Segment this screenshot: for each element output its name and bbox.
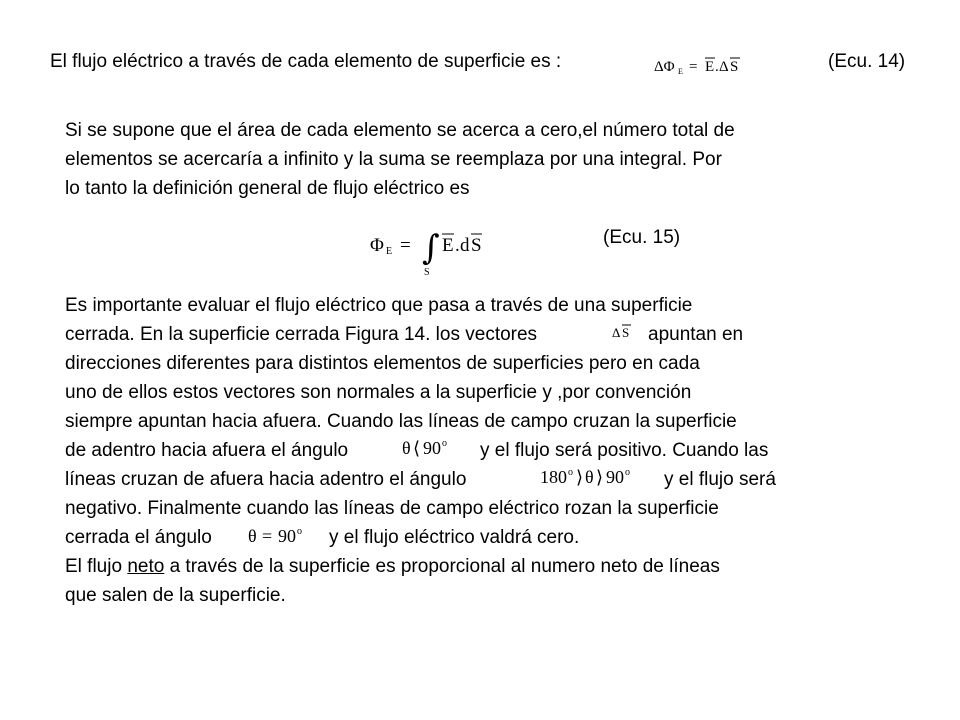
header-intro-text: El flujo eléctrico a través de cada elemento de superficie es : <box>50 51 562 72</box>
paragraph2-line: direcciones diferentes para distintos elementos de superficies pero en cada <box>65 353 700 374</box>
value-90: 90 <box>423 438 441 458</box>
eq14-delta-phi: ΔΦ <box>654 59 675 75</box>
eq14-e: E <box>705 59 715 75</box>
paragraph2-line: de adentro hacia afuera el ángulo <box>65 440 349 461</box>
paragraph2-line: y el flujo será positivo. Cuando las <box>480 440 769 461</box>
degree-mark: o <box>625 467 630 478</box>
paragraph2-line: apuntan en <box>648 324 744 345</box>
paragraph2-line: negativo. Finalmente cuando las líneas de campo eléctrico rozan la superficie <box>65 498 719 519</box>
eq15-integral: ∫ <box>422 228 440 268</box>
ds-delta: Δ <box>612 325 621 340</box>
eq15-phi: Φ <box>370 235 384 256</box>
angle-equal-90 <box>248 523 328 549</box>
theta-symbol: θ <box>248 526 257 546</box>
eq14-dot: . <box>715 59 719 75</box>
theta-symbol: θ <box>402 438 411 458</box>
paragraph2-line <box>65 555 720 578</box>
paragraph1-line: Si se supone que el área de cada elemento se acerca a cero,el número total de <box>65 120 735 141</box>
equation-15-label: (Ecu. 15) <box>603 227 681 248</box>
paragraph2-line: cerrada el ángulo <box>65 527 212 548</box>
theta-symbol: θ <box>585 467 594 487</box>
eq15-d: d <box>460 235 470 256</box>
eq15-e: E <box>442 235 454 256</box>
eq14-s: S <box>730 59 739 75</box>
angle-less-90 <box>402 435 472 461</box>
paragraph1-line: lo tanto la definición general de flujo eléctrico es <box>65 178 470 199</box>
eq14-equals: = <box>689 59 698 75</box>
paragraph1-line: elementos se acercaría a infinito y la suma se reemplaza por una integral. Por <box>65 149 722 170</box>
paragraph2-line: que salen de la superficie. <box>65 585 286 606</box>
value-90: 90 <box>606 467 624 487</box>
eq15-s: S <box>471 235 482 256</box>
paragraph2-line: y el flujo eléctrico valdrá cero. <box>329 527 580 548</box>
line10-start: El flujo <box>65 556 123 577</box>
degree-mark: o <box>297 526 302 537</box>
equation-14-label: (Ecu. 14) <box>828 51 906 72</box>
underlined-word: neto <box>127 556 165 577</box>
angle-between-90-180 <box>540 464 660 490</box>
eq14-delta: Δ <box>719 59 729 75</box>
paragraph2-line: uno de ellos estos vectores son normales a la superficie y ,por convención <box>65 382 692 403</box>
paragraph2-line: siempre apuntan hacia afuera. Cuando las líneas de campo cruzan la superficie <box>65 411 737 432</box>
value-180: 180 <box>540 467 567 487</box>
paragraph2-line: Es importante evaluar el flujo eléctrico que pasa a través de una superficie <box>65 295 693 316</box>
degree-mark: o <box>568 467 573 478</box>
paragraph2-line: y el flujo será <box>664 469 776 490</box>
eq15-sub-s: S <box>424 267 430 278</box>
less-than: ⟨ <box>413 438 421 458</box>
greater-than: ⟩ <box>576 467 584 487</box>
paragraph2-line: cerrada. En la superficie cerrada Figura 14. los vectores <box>65 324 538 345</box>
eq15-sub-e: E <box>386 246 393 257</box>
equals-sign: = <box>262 526 273 546</box>
eq15-dot: . <box>455 235 460 256</box>
ds-s: S <box>622 325 630 340</box>
line10-end: a través de la superficie es proporcional al numero neto de líneas <box>169 556 720 577</box>
delta-s-vector <box>612 322 642 342</box>
equation-15 <box>370 222 500 280</box>
eq14-sub-e: E <box>678 67 683 76</box>
paragraph2-line: líneas cruzan de afuera hacia adentro el ángulo <box>65 469 467 490</box>
value-90: 90 <box>278 526 296 546</box>
degree-mark: o <box>442 438 447 449</box>
eq15-equals: = <box>400 235 411 256</box>
greater-than: ⟩ <box>596 467 604 487</box>
equation-14 <box>654 54 774 78</box>
